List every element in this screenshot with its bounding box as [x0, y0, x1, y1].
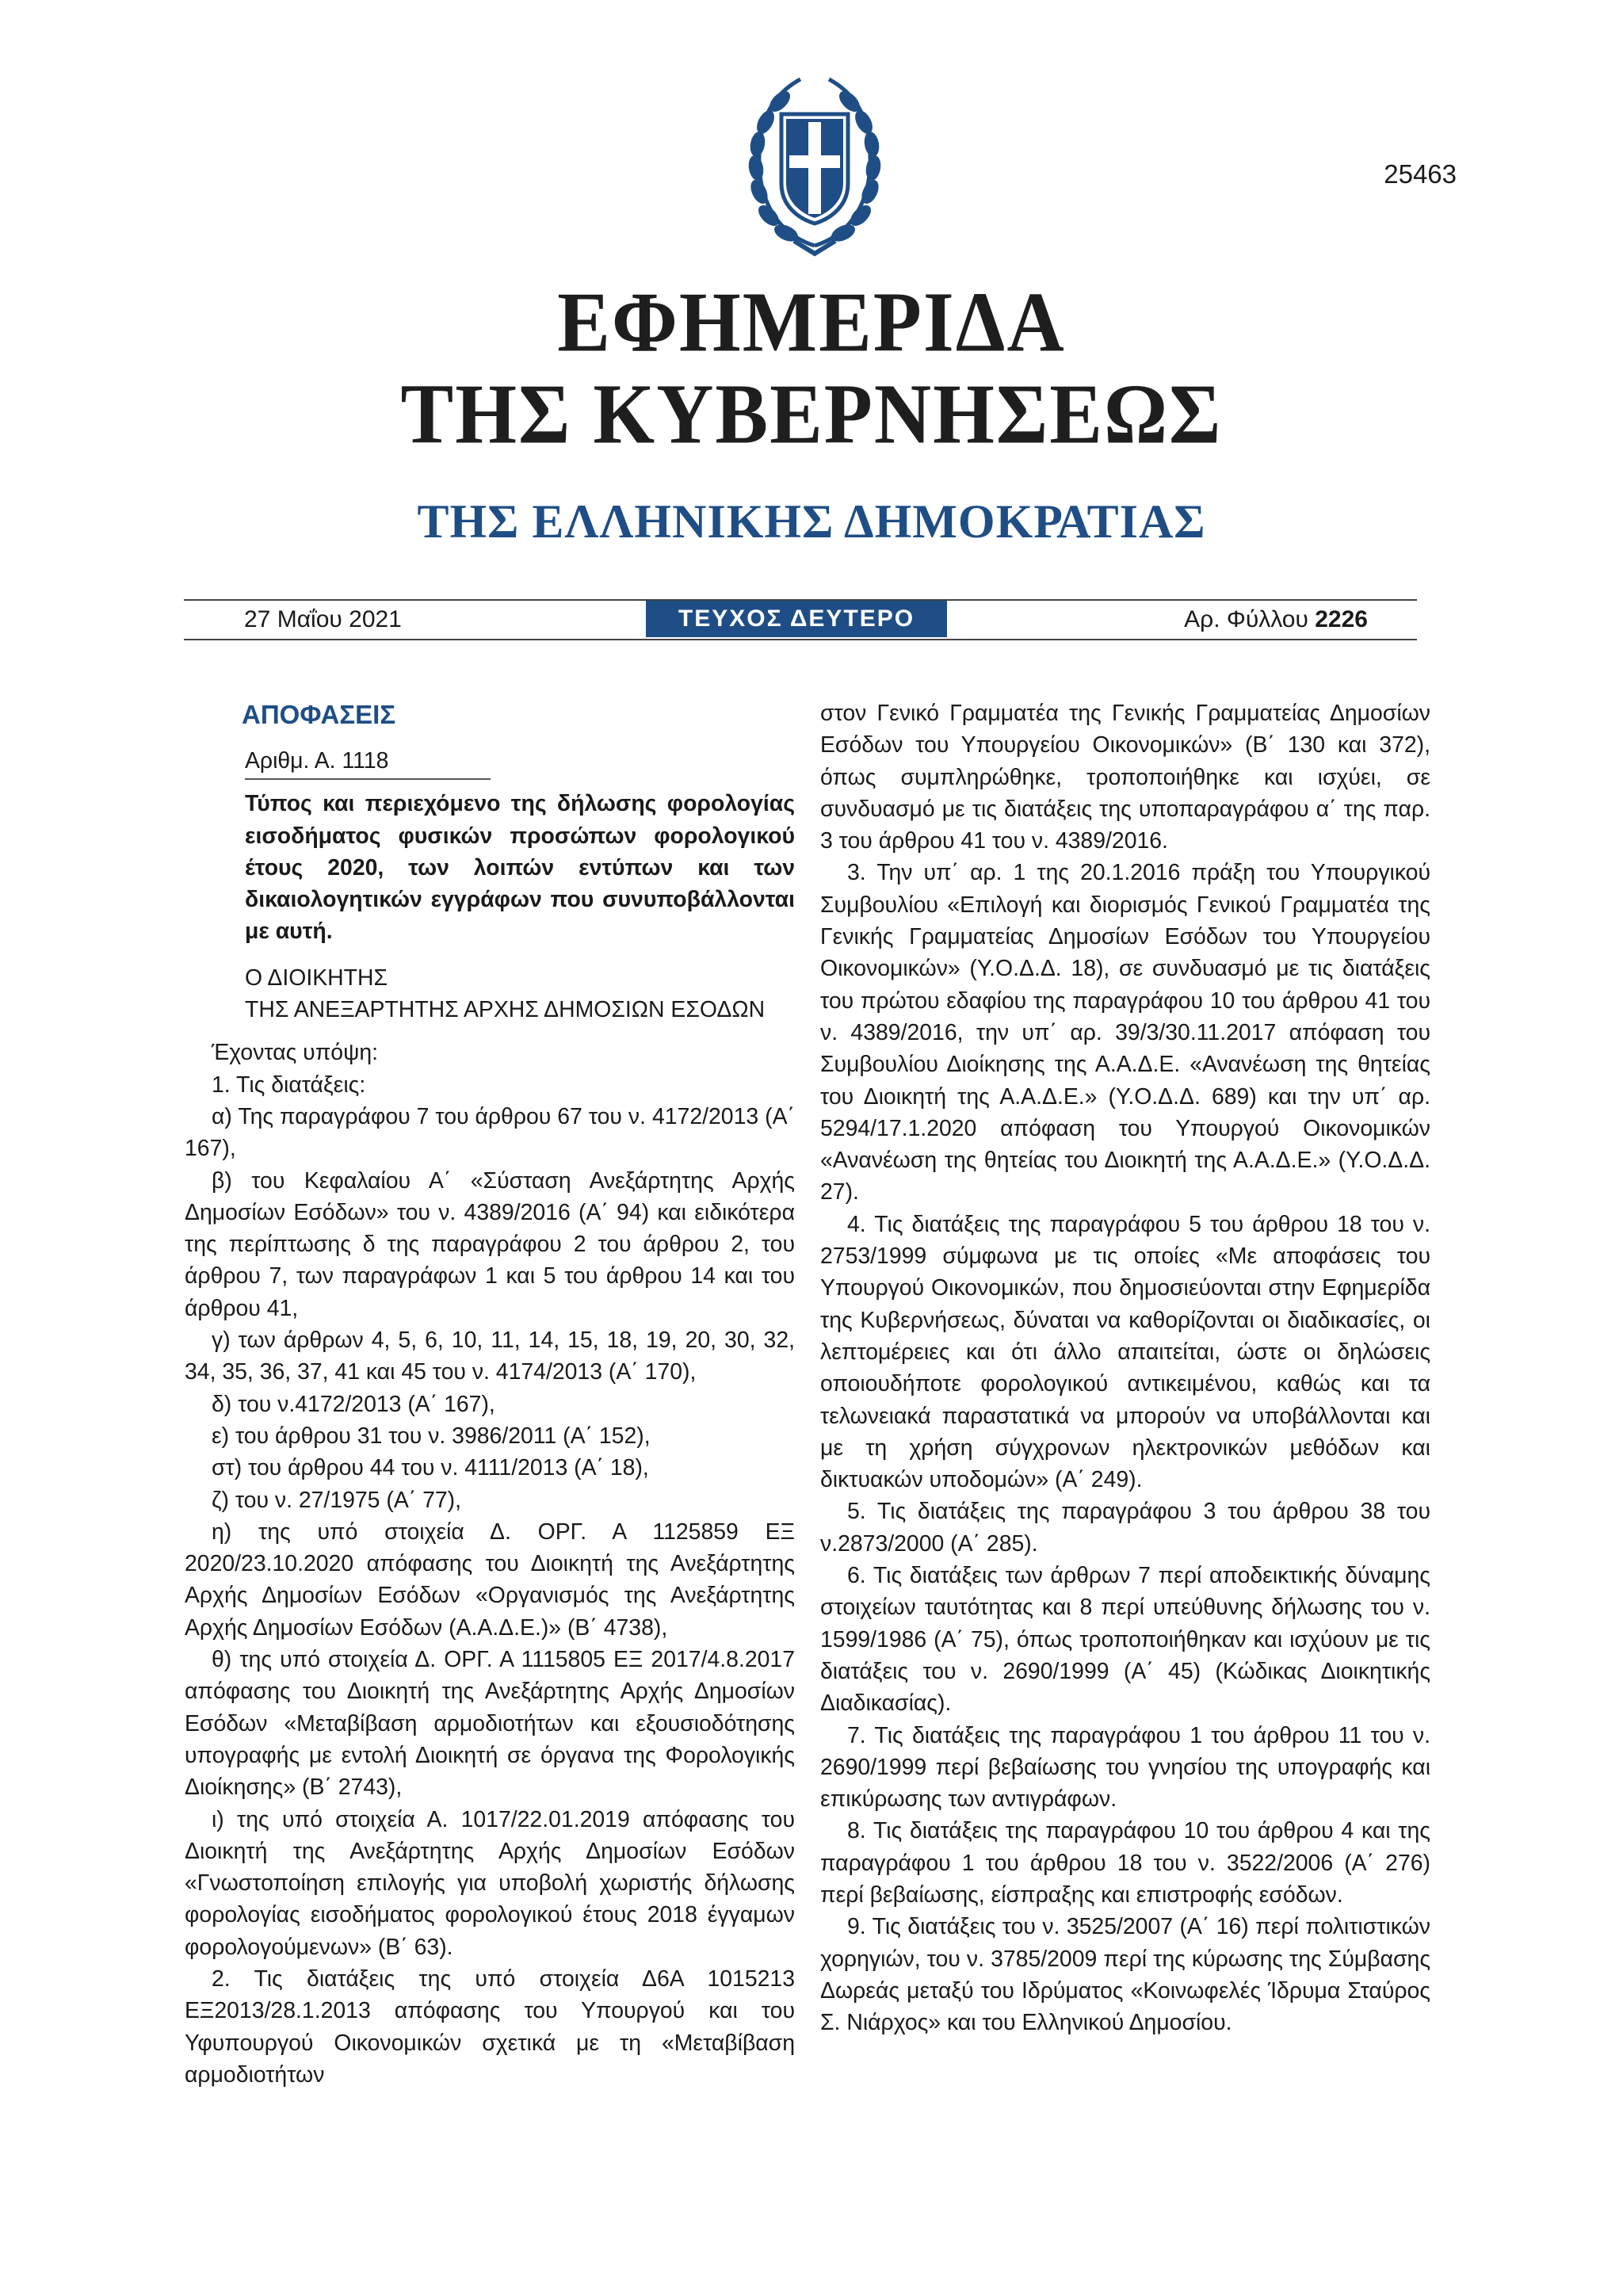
issue-sheet-number: [1184, 604, 1368, 636]
paragraph: γ) των άρθρων 4, 5, 6, 10, 11, 14, 15, 18, 19, 20, 30, 32, 34, 35, 36, 37, 41 και 45 του ν. 4174/2013 (Α΄ 170),: [185, 1328, 795, 1385]
paragraph: 8. Τις διατάξεις της παραγράφου 10 του άρθρου 4 και της παραγράφου 1 του άρθρου 18 του ν. 3522/2006 (Α΄ 276) περί βεβαίωσης, είσπραξης και επιστροφής εσόδων.: [820, 1818, 1430, 1908]
issue-bar-bottom-rule: [184, 639, 1417, 640]
paragraph: 9. Τις διατάξεις του ν. 3525/2007 (Α΄ 16) περί πολιτιστικών χορηγιών, του ν. 3785/2009 περί της κύρωσης της Σύμβασης Δωρεάς μεταξύ του Ιδρύματος «Κοινωφελές Ίδρυμα Σταύρος Σ. Νιάρχος» και του Ελληνικού Δημοσίου.: [820, 1914, 1430, 2036]
having-regard: Έχοντας υπόψη:: [212, 1040, 379, 1066]
paragraph: 5. Τις διατάξεις της παραγράφου 3 του άρθρου 38 του ν.2873/2000 (Α΄ 285).: [820, 1499, 1430, 1557]
paragraph: 3. Την υπ΄ αρ. 1 της 20.1.2016 πράξη του Υπουργικού Συμβουλίου «Επιλογή και διορισμός Γενικού Γραμματέα της Γενικής Γραμματείας Δημοσίων Εσόδων του Υπουργείου Οικονομικών» (Υ.Ο.Δ.Δ. 18), σε συνδυασμό με τις διατάξεις του πρώτου εδαφίου της παραγράφου 10 του άρθρου 41 του ν. 4389/2016, την υπ΄ αρ. 39/3/30.11.2017 απόφαση του Συμβουλίου Διοίκησης της Α.Α.Δ.Ε. «Ανανέωση της θητείας του Διοικητή της Α.Α.Δ.Ε.» (Υ.Ο.Δ.Δ. 689) και την υπ΄ αρ. 5294/17.1.2020 απόφαση του Υπουργού Οικονομικών «Ανανέωση της θητείας του Διοικητή της Α.Α.Δ.Ε.» (Υ.Ο.Δ.Δ. 27).: [820, 860, 1430, 1205]
decision-title: Τύπος και περιεχόμενο της δήλωσης φορολογίας εισοδήματος φυσικών προσώπων φορολογικού έτους 2020, των λοιπών εντύπων και των δικαιολογητικών εγγράφων που συνυποβάλλονται με αυτή.: [245, 791, 795, 945]
paragraph: στ) του άρθρου 44 του ν. 4111/2013 (Α΄ 18),: [212, 1455, 649, 1481]
newspaper-title-line2: ΤΗΣ ΚΥΒΕΡΝΗΣΕΩΣ: [400, 366, 1223, 462]
paragraph: η) της υπό στοιχεία Δ. ΟΡΓ. Α 1125859 ΕΞ 2020/23.10.2020 απόφασης του Διοικητή της Ανεξάρτητης Αρχής Δημοσίων Εσόδων «Οργανισμός της Ανεξάρτητης Αρχής Δημοσίων Εσόδων (Α.Α.Δ.Ε.)» (Β΄ 4738),: [185, 1519, 795, 1641]
authority-line1: Ο ΔΙΟΙΚΗΤΗΣ: [245, 965, 388, 991]
paragraph: δ) του ν.4172/2013 (Α΄ 167),: [212, 1391, 495, 1417]
decision-number: Αριθμ. Α. 1118: [245, 745, 491, 780]
issue-date: 27 Μαΐου 2021: [244, 606, 402, 632]
paragraph: 4. Τις διατάξεις της παραγράφου 5 του άρθρου 18 του ν. 2753/1999 σύμφωνα με τις οποίες «Με αποφάσεις του Υπουργού Οικονομικών, που δημοσιεύονται στην Εφημερίδα της Κυβερνήσεως, δύναται να καθορίζονται οι διαδικασίες, οι λεπτομέρειες και ότι άλλο απαιτείται, ώστε οι δηλώσεις οποιουδήποτε φορολογικού αντικειμένου, καθώς και τα τελωνειακά παραστατικά να μπορούν να υποβάλλονται και με τη χρήση σύγχρονων ηλεκτρονικών μεθόδων και δικτυακών υποδομών» (Α΄ 249).: [820, 1211, 1430, 1493]
page-number: 25463: [1384, 159, 1457, 189]
authority-line2: ΤΗΣ ΑΝΕΞΑΡΤΗΤΗΣ ΑΡΧΗΣ ΔΗΜΟΣΙΩΝ ΕΣΟΔΩΝ: [245, 997, 766, 1023]
paragraph: 1. Τις διατάξεις:: [212, 1072, 366, 1098]
issue-type-badge: ΤΕΥΧΟΣ ΔΕΥΤΕΡΟ: [646, 601, 947, 637]
paragraph: α) Της παραγράφου 7 του άρθρου 67 του ν. 4172/2013 (Α΄ 167),: [185, 1103, 795, 1162]
paragraph: 6. Τις διατάξεις των άρθρων 7 περί αποδεικτικής δύναμης στοιχείων ταυτότητας και 8 περί υπεύθυνης δήλωσης του ν. 1599/1986 (Α΄ 75), όπως τροποποιήθηκαν και ισχύουν με τις διατάξεις του ν. 2690/1999 (Α΄ 45) (Κώδικας Διοικητικής Διαδικασίας).: [820, 1563, 1430, 1717]
left-column: [185, 697, 795, 2091]
newspaper-title-line1: ΕΦΗΜΕΡΙΔΑ: [557, 274, 1066, 370]
greek-state-emblem-icon: [745, 73, 884, 263]
newspaper-subtitle: ΤΗΣ ΕΛΛΗΝΙΚΗΣ ΔΗΜΟΚΡΑΤΙΑΣ: [417, 495, 1206, 548]
right-column: [820, 697, 1430, 2038]
paragraph: ζ) του ν. 27/1975 (Α΄ 77),: [212, 1487, 462, 1513]
paragraph: θ) της υπό στοιχεία Δ. ΟΡΓ. Α 1115805 ΕΞ 2017/4.8.2017 απόφασης του Διοικητή της Ανεξάρτητης Αρχής Δημοσίων Εσόδων «Μεταβίβαση αρμοδιοτήτων και εξουσιοδότησης υπογραφής με εντολή Διοικητή σε όργανα της Φορολογικής Διοίκησης» (Β΄ 2743),: [185, 1647, 795, 1801]
paragraph: ε) του άρθρου 31 του ν. 3986/2011 (Α΄ 152),: [212, 1423, 651, 1449]
paragraph: στον Γενικό Γραμματέα της Γενικής Γραμματείας Δημοσίων Εσόδων του Υπουργείου Οικονομικών» (Β΄ 130 και 372), όπως συμπληρώθηκε, τροποποιήθηκε και ισχύει, σε συνδυασμό με τις διατάξεις της υποπαραγράφου α΄ της παρ. 3 του άρθρου 41 του ν. 4389/2016.: [820, 701, 1430, 854]
sheet-label: Αρ. Φύλλου: [1184, 606, 1308, 632]
section-heading: ΑΠΟΦΑΣΕΙΣ: [242, 700, 396, 729]
paragraph: 7. Τις διατάξεις της παραγράφου 1 του άρθρου 11 του ν. 2690/1999 περί βεβαίωσης του γνησίου της υπογραφής και επικύρωσης των αντιγράφων.: [820, 1722, 1430, 1813]
sheet-number: 2226: [1315, 606, 1368, 632]
issue-info-bar: [184, 599, 1417, 644]
paragraph: 2. Τις διατάξεις της υπό στοιχεία Δ6Α 1015213 ΕΞ2013/28.1.2013 απόφασης του Υπουργού και του Υφυπουργού Οικονομικών σχετικά με τη «Μεταβίβαση αρμοδιοτήτων: [185, 1966, 795, 2088]
paragraph: ι) της υπό στοιχεία Α. 1017/22.01.2019 απόφασης του Διοικητή της Ανεξάρτητης Αρχής Δημοσίων Εσόδων «Γνωστοποίηση επιλογής για υποβολή χωριστής δήλωσης φορολογίας εισοδήματος φορολογικού έτους 2018 έγγαμων φορολογούμενων» (Β΄ 63).: [185, 1806, 795, 1960]
paragraph: β) του Κεφαλαίου Α΄ «Σύσταση Ανεξάρτητης Αρχής Δημοσίων Εσόδων» του ν. 4389/2016 (Α΄ 94) και ειδικότερα της περίπτωσης δ της παραγράφου 2 του άρθρου 2, του άρθρου 7, των παραγράφων 1 και 5 του άρθρου 14 και του άρθρου 41,: [185, 1167, 795, 1321]
